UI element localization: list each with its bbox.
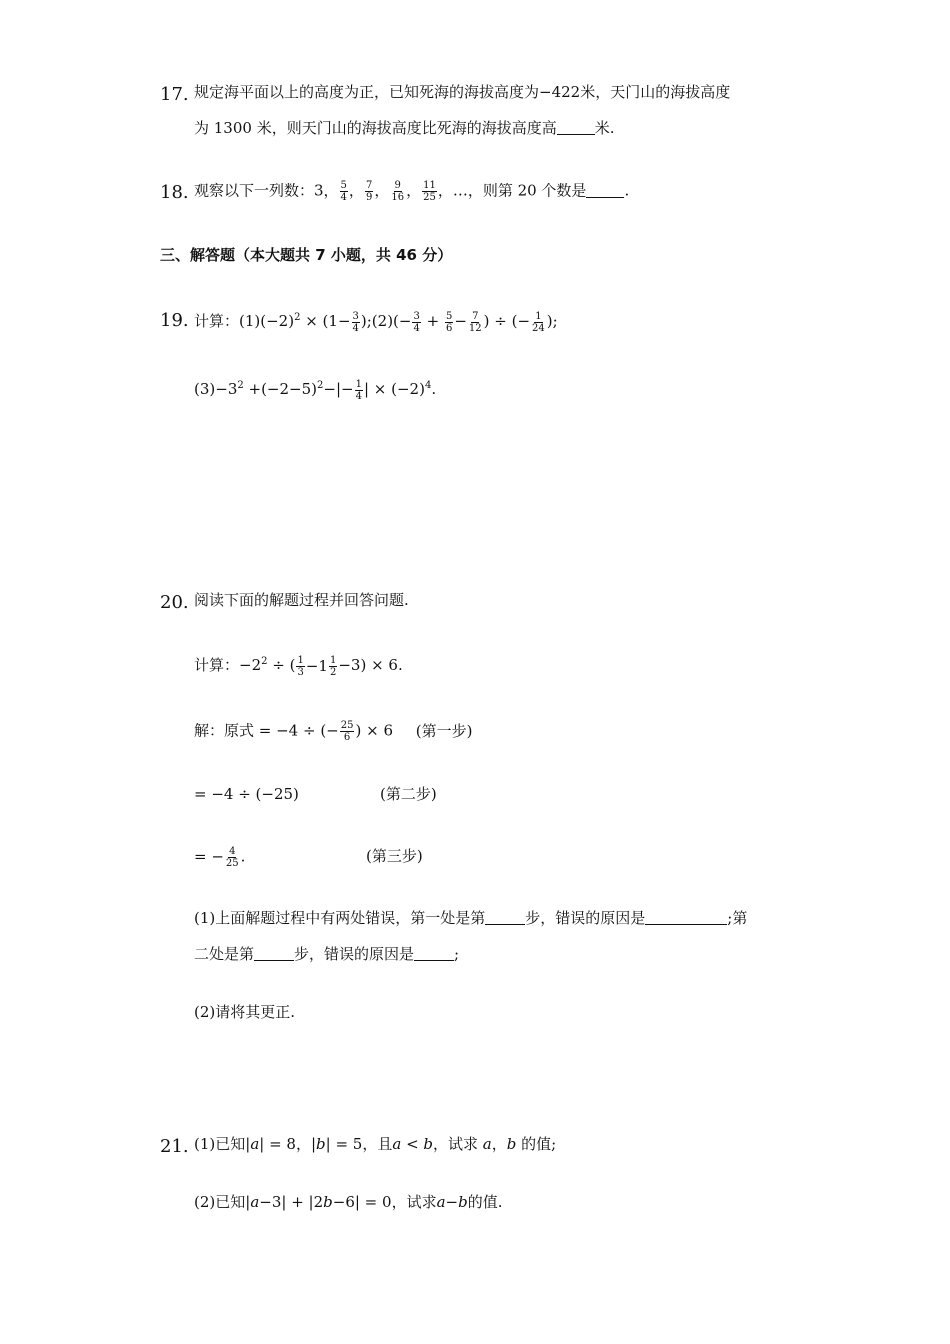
section-heading: 三、解答题（本大题共 7 小题，共 46 分） bbox=[160, 246, 453, 264]
question-text: 观察以下一列数：3， $\frac{5}{4}$ ， $\frac{7}{9}$ ， $\frac{9}{16}$ ， $\frac{11}{25}$ ，…，则第 20 个数是 . bbox=[194, 180, 630, 203]
step-label: (第二步) bbox=[380, 785, 437, 803]
answer-blank[interactable] bbox=[645, 910, 727, 925]
answer-blank[interactable] bbox=[254, 946, 294, 961]
answer-blank[interactable] bbox=[414, 946, 454, 961]
question-part-1: (1)上面解题过程中有两处错误，第一处是第 步，错误的原因是 ;第 bbox=[194, 909, 748, 927]
fraction: $\frac{5}{4}$ bbox=[340, 180, 347, 203]
solution-step-2: = −4 ÷ (−25) (第二步) bbox=[194, 785, 437, 803]
question-number: 19. bbox=[160, 310, 189, 331]
question-number: 20. bbox=[160, 592, 189, 613]
fraction: $\frac{1}{2}$ bbox=[329, 654, 337, 678]
fraction: $\frac{1}{4}$ bbox=[355, 378, 362, 402]
fraction: $\frac{1}{24}$ bbox=[532, 310, 545, 334]
question-number: 21. bbox=[160, 1136, 189, 1157]
question-text: 阅读下面的解题过程并回答问题. bbox=[194, 591, 409, 609]
answer-blank[interactable] bbox=[485, 910, 525, 925]
question-number: 18. bbox=[160, 182, 189, 203]
fraction: $\frac{11}{25}$ bbox=[423, 180, 436, 203]
question-text: $(3)-3^2 +(-2-5)^2-|-$ $\frac{1}{4}$ | × $(-2)^4$. bbox=[194, 378, 437, 402]
question-part-2: (2)已知|a−3| + |2b−6| = 0，试求a−b的值. bbox=[194, 1193, 503, 1211]
question-text: 计算：$(1)(-2)^2 \times (1-$ $\frac{3}{4}$ );(2)(− $\frac{3}{4}$ + $\frac{5}{6}$ − $\frac{7}{12}$ ) ÷ (− $\frac{1}{24}$ ); bbox=[194, 310, 558, 334]
fraction: $\frac{5}{6}$ bbox=[445, 310, 453, 334]
question-text: 为 1300 米，则天门山的海拔高度比死海的海拔高度高 米. bbox=[194, 119, 615, 137]
question-part-1: (1)已知|a| = 8，|b| = 5，且a < b，试求 a，b 的值; bbox=[194, 1135, 557, 1153]
fraction: $\frac{7}{12}$ bbox=[468, 310, 482, 334]
fraction: $\frac{7}{9}$ bbox=[365, 180, 373, 203]
fraction: $\frac{25}{6}$ bbox=[340, 720, 354, 743]
answer-blank[interactable] bbox=[586, 183, 624, 198]
step-label: (第一步) bbox=[415, 721, 473, 740]
question-part-2: (2)请将其更正. bbox=[194, 1003, 296, 1021]
question-text: 规定海平面以上的高度为正，已知死海的海拔高度为−422米，天门山的海拔高度 bbox=[194, 83, 731, 101]
solution-step-1: 解：原式 = −4 ÷ (− $\frac{25}{6}$ ) × 6 (第一步) bbox=[194, 720, 473, 743]
step-label: (第三步) bbox=[366, 847, 423, 865]
answer-blank[interactable] bbox=[557, 120, 595, 135]
fraction: $\frac{3}{4}$ bbox=[352, 310, 359, 334]
question-number: 17. bbox=[160, 84, 189, 105]
calculation-line: 计算：$-2^2$ ÷ ( $\frac{1}{3}$ −1 $\frac{1}{2}$ −3) × 6. bbox=[194, 654, 403, 678]
fraction: $\frac{1}{3}$ bbox=[297, 654, 304, 678]
fraction: $\frac{9}{16}$ bbox=[391, 180, 405, 203]
solution-step-3: = − $\frac{4}{25}$ . (第三步) bbox=[194, 846, 423, 869]
question-part-1-cont: 二处是第 步，错误的原因是 ; bbox=[194, 945, 460, 963]
fraction: $\frac{4}{25}$ bbox=[225, 846, 239, 869]
fraction: $\frac{3}{4}$ bbox=[413, 310, 420, 334]
